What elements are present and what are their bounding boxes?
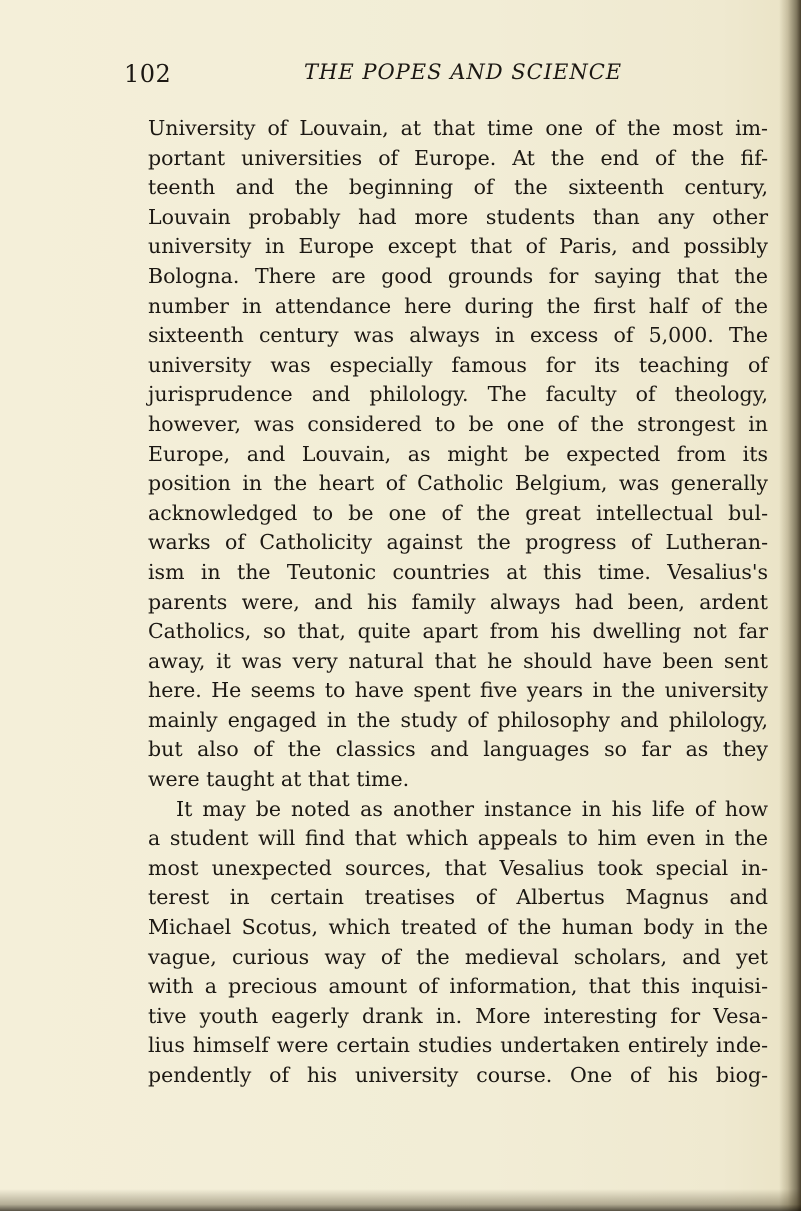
text-line: mainly engaged in the study of philosophy and philology, [148,707,768,732]
text-line: It may be noted as another instance in his life of how [176,796,768,821]
text-line: away, it was very natural that he should have been sent [148,648,768,673]
text-line: portant universities of Europe. At the end of the fif- [148,145,768,170]
text-line: a student will find that which appeals to him even in the [148,826,768,851]
page-number: 102 [124,60,172,88]
text-line: jurisprudence and philology. The faculty of theology, [148,382,768,407]
text-line: lius himself were certain studies undertaken entirely inde- [148,1033,768,1058]
text-line: here. He seems to have spent five years in the university [148,678,768,703]
text-line: Louvain probably had more students than any other [148,204,768,229]
text-line: tive youth eagerly drank in. More interesting for Vesa- [148,1003,768,1028]
text-line: most unexpected sources, that Vesalius took special in- [148,855,768,880]
text-line: Bologna. There are good grounds for saying that the [148,263,768,288]
text-line: university was especially famous for its teaching of [148,352,768,377]
page-header [0,58,801,94]
text-line: University of Louvain, at that time one of the most im- [148,116,768,140]
text-line: parents were, and his family always had been, ardent [148,589,768,614]
text-line: but also of the classics and languages so far as they [148,737,768,762]
page-edge-shadow-right [779,0,801,1211]
text-line: Europe, and Louvain, as might be expected from its [148,441,768,466]
running-head: THE POPES AND SCIENCE [304,60,623,84]
text-line: pendently of his university course. One of his biog- [148,1063,768,1087]
text-line: warks of Catholicity against the progress of Lutheran- [148,530,768,555]
page-edge-shadow-bottom [0,1189,801,1211]
text-line: vague, curious way of the medieval scholars, and yet [148,944,768,969]
text-line: sixteenth century was always in excess of 5,000. The [148,323,768,348]
text-line: with a precious amount of information, that this inquisi- [148,974,768,999]
body-text [148,114,768,1091]
text-line: university in Europe except that of Paris, and possibly [148,234,768,259]
text-line: acknowledged to be one of the great intellectual bul- [148,500,768,525]
text-line: teenth and the beginning of the sixteenth century, [148,175,768,200]
text-line: position in the heart of Catholic Belgium, was generally [148,471,768,496]
text-line: number in attendance here during the first half of the [148,293,768,318]
text-line: Catholics, so that, quite apart from his dwelling not far [148,619,768,644]
text-line: ism in the Teutonic countries at this time. Vesalius's [148,559,768,584]
text-line: were taught at that time. [148,767,410,792]
text-line: however, was considered to be one of the strongest in [148,411,768,436]
text-line: Michael Scotus, which treated of the human body in the [148,915,768,940]
text-line: terest in certain treatises of Albertus Magnus and [148,885,768,910]
